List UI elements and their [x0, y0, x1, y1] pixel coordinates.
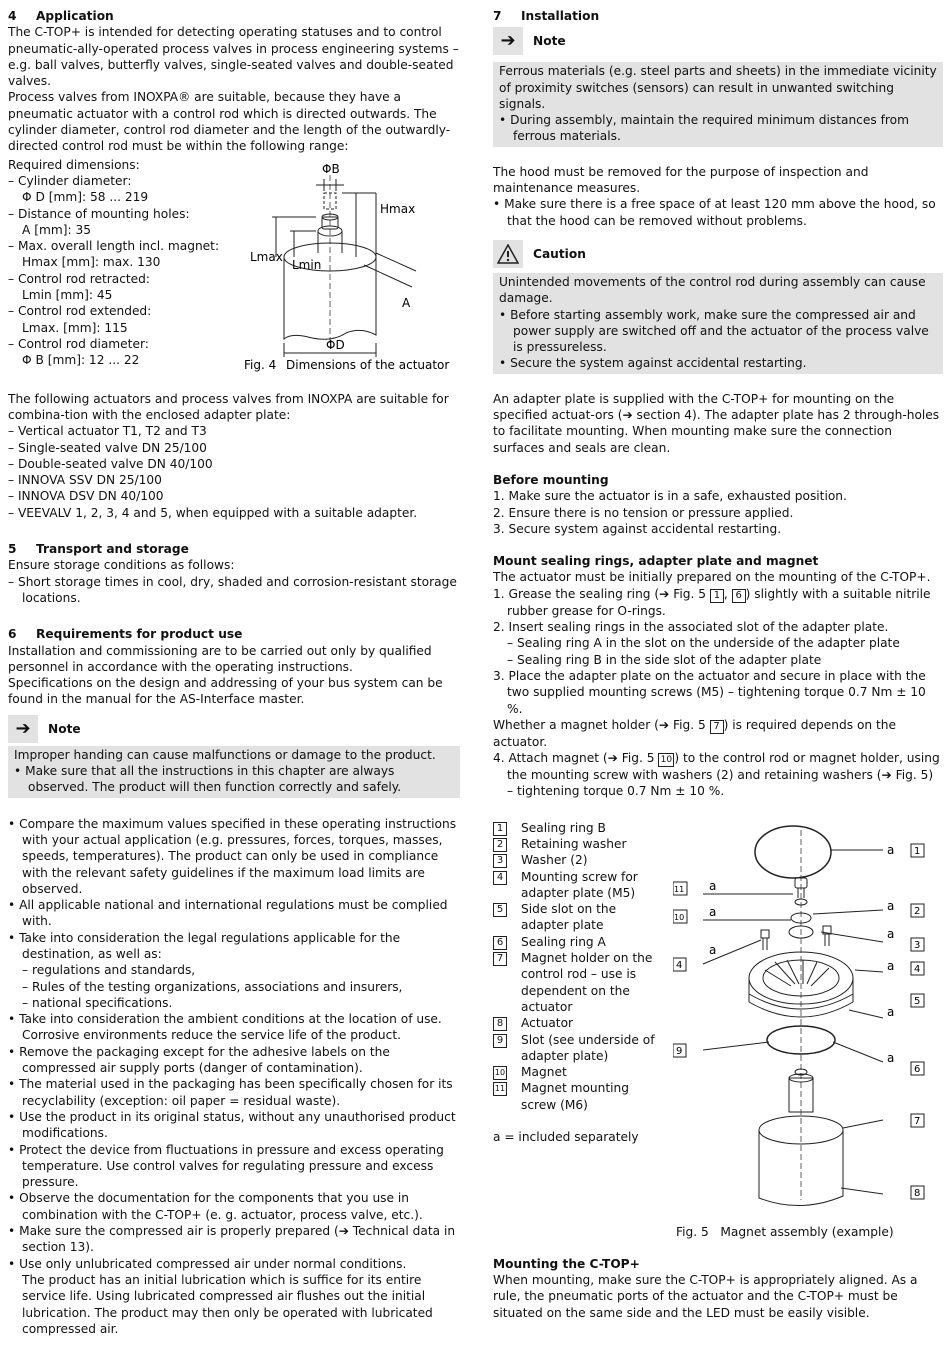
inoxpa-paragraph: Process valves from INOXPA® are suitable, because they have a pneumatic actuator with a control rod which is directed outwards. The cylinder diameter, control rod diameter and the length of the outwardly-directed control rod must be within the following range:	[8, 90, 451, 154]
actuator-dimensions-figure	[236, 157, 460, 379]
bullet-item: • Use only unlubricated compressed air under normal conditions.	[8, 1256, 407, 1271]
fig4-caption-num: Fig. 4	[244, 357, 277, 372]
mount-paragraph: The actuator must be initially prepared on the mounting of the C-TOP+.	[493, 570, 931, 585]
list-item: – Single-seated valve DN 25/100	[8, 440, 207, 455]
section-6-heading: 6 Requirements for product use	[8, 627, 243, 642]
callout-3	[911, 938, 924, 951]
step-item: 1. Make sure the actuator is in a safe, exhausted position.	[493, 489, 847, 504]
svg-text:9: 9	[676, 1045, 683, 1057]
fig4-phib-label: ΦB	[322, 161, 340, 176]
magnet-assembly-figure	[673, 810, 938, 1210]
note-text: Improper handing can cause malfunctions or damage to the product.	[14, 747, 436, 762]
step-item: 2. Ensure there is no tension or pressure applied.	[493, 505, 794, 520]
list-item: – Short storage times in cool, dry, shaded and corrosion-resistant storage locations.	[8, 574, 457, 605]
legend-item: 1 Sealing ring B	[493, 820, 663, 836]
fig5-a-label: a	[887, 1004, 895, 1019]
figure-5-block	[493, 820, 943, 1250]
bullet-item: • Compare the maximum values specified in these operating instructions with your actual application (e.g. pressures, forces, torques, masses, speeds, temperatures). The product can only be used in compliance with the relevant safety guidelines if the maximum load limits are observed.	[8, 816, 457, 896]
svg-text:4: 4	[914, 963, 921, 975]
section-7-heading: 7 Installation	[493, 9, 600, 23]
svg-text:10: 10	[674, 912, 685, 922]
fig4-lmax-label: Lmax	[250, 249, 283, 264]
legend-item: 6 Sealing ring A	[493, 934, 663, 950]
included-separately-note: a = included separately	[493, 1130, 639, 1145]
fig4-caption: Dimensions of the actuator	[286, 357, 450, 372]
dim-item: – Cylinder diameter:	[8, 173, 132, 188]
dimension-list	[8, 157, 238, 369]
fig4-a-label: A	[402, 295, 411, 310]
dim-value: Φ D [mm]: 58 ... 219	[22, 190, 149, 205]
note-text: Ferrous materials (e.g. steel parts and sheets) in the immediate vicinity of proximity switches (sensors) can result in unwanted switching signals.	[499, 64, 937, 111]
callout-2	[911, 904, 924, 917]
svg-text:3: 3	[914, 939, 921, 951]
required-dimensions-label: Required dimensions:	[8, 157, 140, 172]
bullet-item: • Take into consideration the legal regulations applicable for the destination, as well as:	[8, 930, 401, 961]
step-item: 3. Place the adapter plate on the actuator and secure in place with the two supplied mounting screws (M5) – tightening torque 0.7 Nm ± 10 %.	[493, 668, 926, 716]
fig5-a-label: a	[887, 898, 895, 913]
sub-item: – regulations and standards,	[22, 963, 196, 978]
note-box	[493, 62, 943, 146]
legend-item: 4 Mounting screw for adapter plate (M5)	[493, 869, 663, 902]
arrow-right-icon: ➔	[8, 715, 38, 743]
combination-paragraph: The following actuators and process valves from INOXPA are suitable for combina-tion with the enclosed adapter plate:	[8, 391, 449, 422]
bullet-item: • All applicable national and international regulations must be complied with.	[8, 898, 448, 929]
hood-paragraph: The hood must be removed for the purpose of inspection and maintenance measures.	[493, 164, 869, 196]
callout-9	[673, 1044, 686, 1057]
note-label: Note	[533, 34, 566, 49]
list-item: – Vertical actuator T1, T2 and T3	[8, 424, 207, 439]
requirements-paragraph: Installation and commissioning are to be carried out only by qualified personnel in accordance with the operating instructions.	[8, 643, 432, 674]
dim-item: – Control rod retracted:	[8, 271, 151, 286]
bullet-item: • Use the product in its original status, without any unauthorised product modifications.	[8, 1109, 456, 1141]
bullet-item: • Take into consideration the ambient conditions at the location of use. Corrosive environments reduce the service life of the product.	[8, 1012, 442, 1043]
svg-text:1: 1	[914, 845, 921, 857]
caution-header	[493, 239, 943, 269]
dim-value: Φ B [mm]: 12 ... 22	[22, 353, 140, 368]
list-item: – VEEVALV 1, 2, 3, 4 and 5, when equipped with a suitable adapter.	[8, 505, 418, 520]
legend-item: 8 Actuator	[493, 1015, 663, 1031]
mount-heading: Mount sealing rings, adapter plate and magnet	[493, 554, 819, 569]
legend-list	[493, 820, 663, 1146]
bullet-item: • Make sure the compressed air is properly prepared (➔ Technical data in section 13).	[8, 1224, 456, 1255]
note-bullet: • Make sure that all the instructions in this chapter are always observed. The product will then function correctly and safely.	[14, 764, 402, 795]
sub-item: – Rules of the testing organizations, associations and insurers,	[22, 979, 403, 994]
magnet-holder-paragraph: Whether a magnet holder (➔ Fig. 5 7 ) is required depends on the actuator.	[493, 717, 896, 749]
callout-11	[673, 882, 687, 895]
fig5-a-label: a	[887, 1050, 895, 1065]
dim-value: Lmax. [mm]: 115	[22, 320, 128, 335]
step-item: 4. Attach magnet (➔ Fig. 5 10 ) to the control rod or magnet holder, using the mounting screw with washers (2) and retaining washers (➔ Fig. 5) – tightening torque 0.7 Nm ± 10 %.	[493, 751, 940, 799]
sub-item: – national specifications.	[22, 995, 173, 1010]
right-column	[493, 8, 943, 1321]
svg-text:11: 11	[674, 884, 685, 894]
caution-bullet: • Before starting assembly work, make sure the compressed air and power supply are switched off and the actuator of the process valve is pressureless.	[499, 307, 929, 355]
fig5-a-label: a	[887, 926, 895, 941]
callout-10	[673, 910, 687, 923]
section-4-heading: 4 Application	[8, 9, 114, 23]
fig5-a-label: a	[887, 958, 895, 973]
legend-item: 3 Washer (2)	[493, 852, 663, 868]
fig5-a-label: a	[709, 942, 717, 957]
svg-text:5: 5	[914, 995, 921, 1007]
callout-4	[673, 958, 686, 971]
step-item: 3. Secure system against accidental restarting.	[493, 521, 782, 536]
legend-item: 11 Magnet mounting screw (M6)	[494, 1081, 629, 1112]
dim-item: – Distance of mounting holes:	[8, 206, 190, 221]
dim-item: – Max. overall length incl. magnet:	[8, 239, 220, 254]
arrow-right-icon: ➔	[493, 27, 523, 55]
dimensions-block	[8, 157, 460, 385]
caution-bullet: • Secure the system against accidental restarting.	[499, 356, 807, 371]
legend-item: 5 Side slot on the adapter plate	[493, 901, 663, 934]
svg-text:4: 4	[676, 959, 683, 971]
note-header	[8, 714, 460, 744]
fig4-hmax-label: Hmax	[380, 201, 416, 216]
list-item: – Double-seated valve DN 40/100	[8, 456, 213, 471]
caution-label: Caution	[533, 246, 586, 261]
fig5-a-label: a	[709, 878, 717, 893]
legend-item: 10 Magnet	[494, 1065, 567, 1080]
fig5-a-label: a	[709, 904, 717, 919]
callout-6	[911, 1062, 924, 1075]
dim-value: Lmin [mm]: 45	[22, 288, 113, 303]
bullet-item: • Make sure there is a free space of at least 120 mm above the hood, so that the hood can be removed without problems.	[493, 197, 936, 228]
callout-5	[911, 994, 924, 1007]
callout-7	[911, 1114, 924, 1127]
fig5-a-label: a	[887, 842, 895, 857]
fig5-caption: Fig. 5 Magnet assembly (example)	[676, 1224, 894, 1239]
callout-4b	[911, 962, 924, 975]
legend-item: 2 Retaining washer	[493, 836, 663, 852]
dim-value: Hmax [mm]: max. 130	[22, 255, 161, 270]
list-item: – INNOVA SSV DN 25/100	[8, 473, 162, 488]
before-mounting-heading: Before mounting	[493, 472, 609, 487]
fig4-lmin-label: Lmin	[292, 257, 322, 272]
bullet-item: • Observe the documentation for the components that you use in combination with the C-TOP+ (e. g. actuator, process valve, etc.).	[8, 1191, 423, 1222]
list-item: – INNOVA DSV DN 40/100	[8, 489, 164, 504]
storage-paragraph: Ensure storage conditions as follows:	[8, 558, 235, 573]
note-box	[8, 746, 460, 798]
left-column	[8, 8, 460, 1337]
legend-item: 7 Magnet holder on the control rod – use is dependent on the actuator	[493, 950, 663, 1015]
dim-item: – Control rod diameter:	[8, 336, 149, 351]
step-item: 1. Grease the sealing ring (➔ Fig. 5 1 , 6 ) slightly with a suitable nitrile rubber grease for O-rings.	[493, 586, 931, 618]
svg-text:6: 6	[914, 1063, 921, 1075]
application-paragraph: The C-TOP+ is intended for detecting operating statuses and to control pneumatic-ally-operated process valves in process engineering systems – e.g. ball valves, butterfly valves, single-seated valves and double-seated valves.	[8, 25, 459, 89]
mounting-ctop-paragraph: When mounting, make sure the C-TOP+ is appropriately aligned. As a rule, the pneumatic ports of the actuator and the C-TOP+ must be situated on the same side and the LED must be easily visible.	[493, 1272, 918, 1320]
dim-value: A [mm]: 35	[22, 222, 91, 237]
step-item: 2. Insert sealing rings in the associated slot of the adapter plate.	[493, 620, 889, 635]
callout-1	[911, 844, 924, 857]
sub-item: – Sealing ring A in the slot on the underside of the adapter plate	[507, 636, 900, 651]
mounting-ctop-heading: Mounting the C-TOP+	[493, 1256, 640, 1271]
warning-triangle-icon	[493, 240, 523, 268]
bullet-item: • Remove the packaging except for the adhesive labels on the compressed air supply ports (danger of contamination).	[8, 1044, 390, 1076]
caution-box	[493, 273, 943, 374]
svg-text:7: 7	[914, 1115, 921, 1127]
note-label: Note	[48, 721, 81, 736]
caution-text: Unintended movements of the control rod during assembly can cause damage.	[499, 274, 926, 306]
bus-system-paragraph: Specifications on the design and addressing of your bus system can be found in the manual for the AS-Interface master.	[8, 676, 443, 707]
sub-item: – Sealing ring B in the side slot of the adapter plate	[507, 652, 822, 667]
note-header	[493, 26, 943, 56]
bullet-item: • Protect the device from fluctuations in pressure and excess operating temperature. Use control valves for regulating pressure and excess pressure.	[8, 1142, 444, 1190]
callout-8	[911, 1186, 924, 1199]
lubrication-paragraph: The product has an initial lubrication which is suffice for its entire service life. Using lubricated compressed air flushes out the initial lubrication. The product may then only be operated with lubricated compressed air.	[22, 1272, 433, 1336]
svg-text:2: 2	[914, 905, 921, 917]
fig4-phid-label: ΦD	[326, 337, 345, 352]
svg-text:8: 8	[914, 1187, 921, 1199]
dim-item: – Control rod extended:	[8, 304, 152, 319]
adapter-plate-paragraph: An adapter plate is supplied with the C-TOP+ for mounting on the specified actuat-ors (➔ section 4). The adapter plate has 2 through-holes to facilitate mounting. When mounting make sure the connection surfaces and seals are clean.	[493, 391, 940, 455]
legend-item: 9 Slot (see underside of adapter plate)	[493, 1032, 663, 1065]
section-5-heading: 5 Transport and storage	[8, 542, 189, 557]
note-bullet: • During assembly, maintain the required minimum distances from ferrous materials.	[499, 113, 909, 144]
bullet-item: • The material used in the packaging has been specifically chosen for its recyclability (exception: oil paper = residual waste).	[8, 1077, 453, 1108]
